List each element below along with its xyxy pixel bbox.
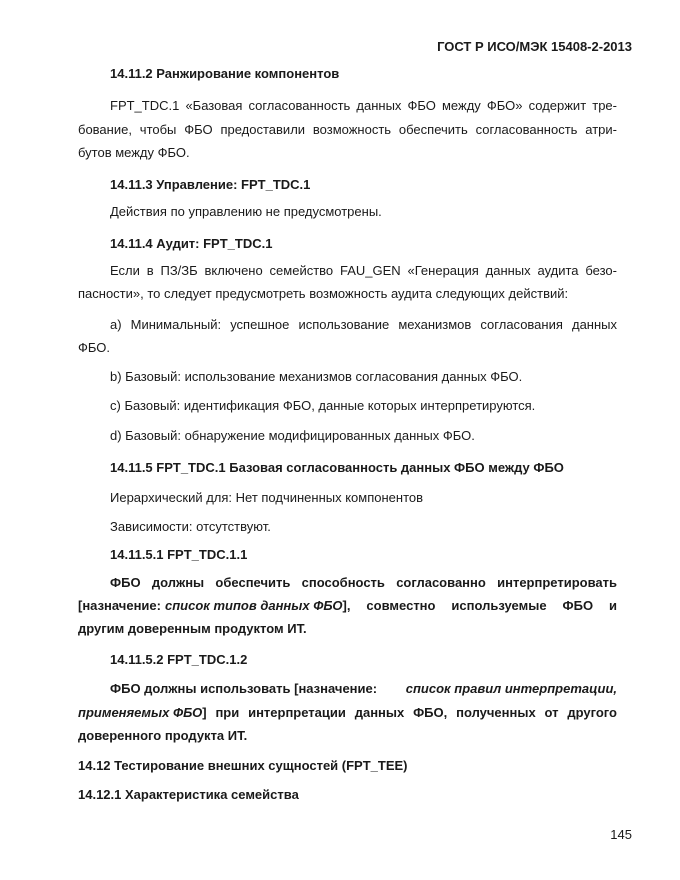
para-line: бутов между ФБО.	[78, 145, 190, 160]
heading-14-11-4: 14.11.4 Аудит: FPT_TDC.1	[110, 236, 273, 251]
element-text: ], совместно используемые ФБО и	[342, 598, 617, 613]
element-assignment: список типов данных ФБО	[164, 598, 343, 613]
hierarchy-line: Иерархический для: Нет подчиненных компонентов	[110, 490, 424, 505]
list-item-b: b) Базовый: использование механизмов согласования данных ФБО.	[110, 369, 523, 384]
heading-14-12-1: 14.12.1 Характеристика семейства	[78, 787, 299, 802]
heading-14-11-5-2: 14.11.5.2 FPT_TDC.1.2	[110, 652, 248, 667]
heading-14-11-5-1: 14.11.5.1 FPT_TDC.1.1	[110, 547, 248, 562]
element-text: ФБО должны использовать [назначение:	[110, 681, 378, 696]
heading-14-11-3: 14.11.3 Управление: FPT_TDC.1	[110, 177, 311, 192]
element-line	[110, 681, 617, 697]
element-line	[78, 598, 617, 614]
element-line	[78, 705, 617, 721]
dependencies-line: Зависимости: отсутствуют.	[110, 519, 271, 534]
element-assignment: применяемых ФБО	[78, 705, 203, 720]
element-text: [назначение:	[78, 598, 161, 613]
element-text: ] при интерпретации данных ФБО, полученных от другого	[202, 705, 617, 720]
para-line: Действия по управлению не предусмотрены.	[110, 204, 382, 219]
heading-14-12: 14.12 Тестирование внешних сущностей (FPT_TEE)	[78, 758, 408, 773]
element-line: доверенного продукта ИТ.	[78, 728, 248, 743]
element-line: ФБО должны обеспечить способность согласованно интерпретировать	[110, 575, 617, 590]
list-item-c: c) Базовый: идентификация ФБО, данные которых интерпретируются.	[110, 398, 536, 413]
heading-14-11-5: 14.11.5 FPT_TDC.1 Базовая согласованность данных ФБО между ФБО	[110, 460, 564, 475]
para-line: бование, чтобы ФБО предоставили возможность обеспечить согласованность атри-	[78, 122, 617, 137]
para-line: Если в ПЗ/ЗБ включено семейство FAU_GEN «Генерация данных аудита безо-	[110, 263, 617, 278]
list-item-a: a) Минимальный: успешное использование механизмов согласования данных	[110, 317, 617, 332]
para-line: пасности», то следует предусмотреть возможность аудита следующих действий:	[78, 286, 569, 301]
element-assignment: список правил интерпретации,	[405, 681, 617, 696]
header-standard: ГОСТ Р ИСО/МЭК 15408-2-2013	[437, 39, 632, 54]
heading-14-11-2: 14.11.2 Ранжирование компонентов	[110, 66, 340, 81]
page-number: 145	[610, 827, 632, 842]
list-item-a-cont: ФБО.	[78, 340, 110, 355]
para-line: FPT_TDC.1 «Базовая согласованность данных ФБО между ФБО» содержит тре-	[110, 98, 617, 113]
element-line: другим доверенным продуктом ИТ.	[78, 621, 307, 636]
list-item-d: d) Базовый: обнаружение модифицированных данных ФБО.	[110, 428, 475, 443]
